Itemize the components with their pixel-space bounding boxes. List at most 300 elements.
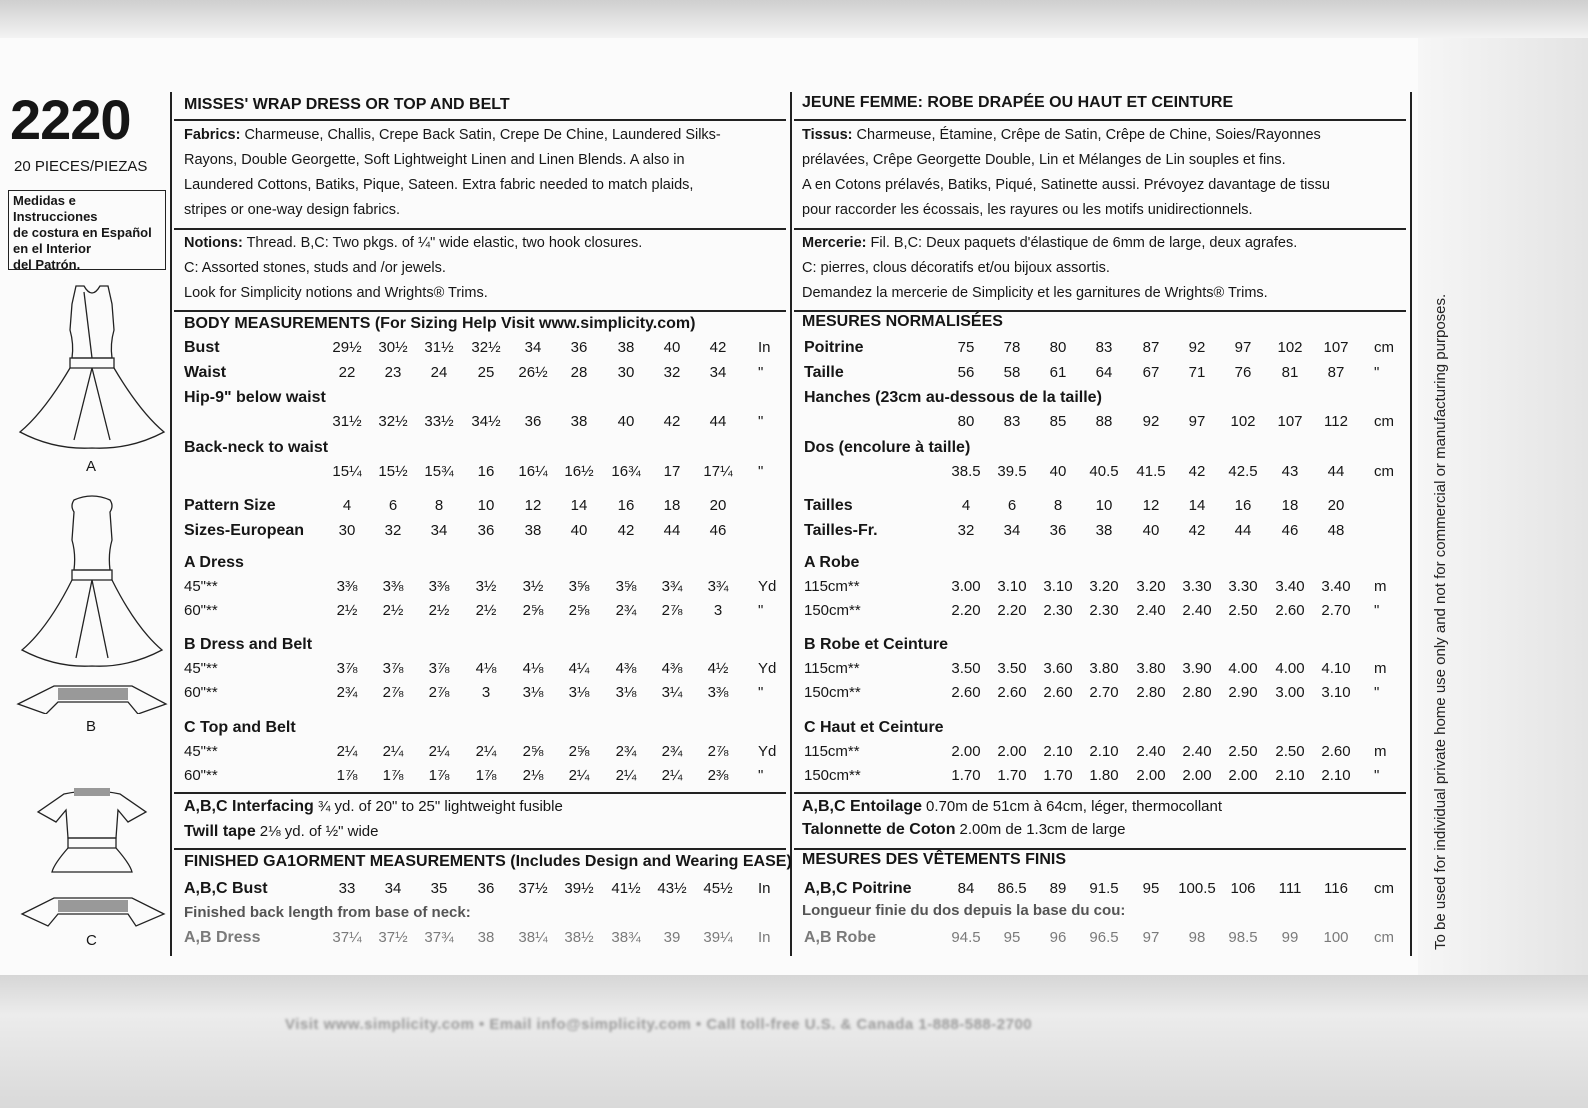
size-value: 83 bbox=[1003, 413, 1021, 430]
size-value: 25 bbox=[477, 364, 495, 381]
size-value: 3.50 bbox=[951, 660, 981, 677]
size-value: 34 bbox=[430, 522, 448, 539]
divider bbox=[794, 792, 1406, 794]
size-value: 2.40 bbox=[1136, 602, 1166, 619]
size-value: 2.70 bbox=[1089, 684, 1119, 701]
size-value: 3.10 bbox=[997, 578, 1027, 595]
private-use-note: To be used for individual private home use only and not for commercial or manufacturing purposes. bbox=[1432, 293, 1449, 950]
size-value: 42 bbox=[1188, 463, 1206, 480]
envelope-top-fold bbox=[0, 0, 1588, 38]
measurement-row bbox=[184, 602, 784, 626]
size-value: 45½ bbox=[703, 880, 733, 897]
unit-label: " bbox=[1374, 602, 1380, 619]
view-a-label: A bbox=[86, 458, 97, 475]
row-label: 45"** bbox=[184, 578, 218, 595]
size-value: 8 bbox=[434, 497, 444, 514]
size-value: 2¼ bbox=[615, 767, 637, 784]
measurement-row bbox=[804, 578, 1404, 602]
size-value: 98.5 bbox=[1228, 929, 1258, 946]
unit-label: " bbox=[758, 364, 764, 381]
divider bbox=[174, 228, 786, 230]
unit-label: cm bbox=[1374, 413, 1394, 430]
row-label: 60"** bbox=[184, 602, 218, 619]
size-value: 4.00 bbox=[1275, 660, 1305, 677]
size-value: 18 bbox=[663, 497, 681, 514]
row-label: Poitrine bbox=[804, 339, 864, 356]
row-label: 150cm** bbox=[804, 684, 861, 701]
twill-label: Twill tape bbox=[184, 823, 256, 840]
size-value: 34 bbox=[1003, 522, 1021, 539]
size-value: 30½ bbox=[378, 339, 408, 356]
size-value: 2.10 bbox=[1321, 767, 1351, 784]
size-value: 4.10 bbox=[1321, 660, 1351, 677]
row-label: Tailles-Fr. bbox=[804, 522, 878, 539]
size-value: 95 bbox=[1142, 880, 1160, 897]
size-value: 40 bbox=[617, 413, 635, 430]
unit-label: Yd bbox=[758, 743, 777, 760]
size-value: 39.5 bbox=[997, 463, 1027, 480]
size-value: 2.70 bbox=[1321, 602, 1351, 619]
divider bbox=[794, 119, 1406, 121]
size-value: 2.10 bbox=[1089, 743, 1119, 760]
size-value: 32 bbox=[384, 522, 402, 539]
body-measurements-heading: MESURES NORMALISÉES bbox=[802, 313, 1003, 330]
size-value: 2¼ bbox=[382, 743, 404, 760]
size-value: 102 bbox=[1277, 339, 1303, 356]
size-value: 3⅜ bbox=[707, 684, 729, 701]
measurement-row bbox=[804, 463, 1404, 487]
size-value: 2¼ bbox=[568, 767, 590, 784]
size-value: 3.00 bbox=[951, 578, 981, 595]
measurement-row bbox=[804, 602, 1404, 626]
size-value: 41.5 bbox=[1136, 463, 1166, 480]
size-value: 22 bbox=[338, 364, 356, 381]
size-value: 3.80 bbox=[1089, 660, 1119, 677]
measurement-row bbox=[184, 522, 784, 546]
measurement-row bbox=[184, 364, 784, 388]
row-label: Waist bbox=[184, 364, 227, 381]
size-value: 38¼ bbox=[518, 929, 548, 946]
interfacing-text: ¾ yd. of 20" to 25" lightweight fusible bbox=[317, 798, 563, 815]
size-value: 44 bbox=[1234, 522, 1252, 539]
size-value: 40 bbox=[1049, 463, 1067, 480]
measurement-row bbox=[804, 684, 1404, 708]
size-value: 10 bbox=[1095, 497, 1113, 514]
size-value: 3⅛ bbox=[568, 684, 590, 701]
size-value: 34 bbox=[709, 364, 727, 381]
row-label: Sizes-European bbox=[184, 522, 305, 539]
size-value: 20 bbox=[1327, 497, 1345, 514]
size-value: 83 bbox=[1095, 339, 1113, 356]
size-value: 80 bbox=[1049, 339, 1067, 356]
view-b-label: B bbox=[86, 718, 97, 735]
pieces-count: 20 PIECES/PIEZAS bbox=[14, 158, 148, 175]
size-value: 76 bbox=[1234, 364, 1252, 381]
fabrics-line: Rayons, Double Georgette, Soft Lightweight Linen and Linen Blends. A also in bbox=[184, 152, 685, 168]
fabrics-line: Laundered Cottons, Batiks, Pique, Sateen. Extra fabric needed to match plaids, bbox=[184, 177, 694, 193]
french-fabrics bbox=[802, 123, 1402, 223]
unit-label: " bbox=[758, 684, 764, 701]
size-value: 32½ bbox=[378, 413, 408, 430]
size-value: 3.10 bbox=[1321, 684, 1351, 701]
size-value: 2¾ bbox=[661, 743, 683, 760]
view-c-top-illustration bbox=[14, 786, 170, 936]
unit-label: cm bbox=[1374, 929, 1394, 946]
size-value: 3.40 bbox=[1275, 578, 1305, 595]
size-value: 87 bbox=[1142, 339, 1160, 356]
size-value: 40 bbox=[570, 522, 588, 539]
unit-label: " bbox=[758, 463, 764, 480]
size-value: 20 bbox=[709, 497, 727, 514]
notions-line: C: Assorted stones, studs and /or jewels. bbox=[184, 260, 446, 276]
size-value: 3¼ bbox=[661, 684, 683, 701]
unit-label: " bbox=[1374, 767, 1380, 784]
measurement-row bbox=[184, 767, 784, 791]
body-measurements-heading: BODY MEASUREMENTS (For Sizing Help Visit www.simplicity.com) bbox=[184, 315, 696, 332]
notions-line: C: pierres, clous décoratifs et/ou bijoux assortis. bbox=[802, 260, 1110, 276]
size-value: 30 bbox=[338, 522, 356, 539]
size-value: 2.50 bbox=[1228, 743, 1258, 760]
size-value: 111 bbox=[1278, 880, 1302, 897]
size-value: 37½ bbox=[518, 880, 548, 897]
english-title: MISSES' WRAP DRESS OR TOP AND BELT bbox=[184, 96, 510, 113]
size-value: 75 bbox=[957, 339, 975, 356]
size-value: 39¼ bbox=[703, 929, 733, 946]
size-value: 33 bbox=[338, 880, 356, 897]
measurement-row bbox=[184, 463, 784, 487]
french-notions bbox=[802, 231, 1402, 306]
size-value: 3.20 bbox=[1136, 578, 1166, 595]
size-value: 2.50 bbox=[1275, 743, 1305, 760]
twill-text: 2⅛ yd. of ½" wide bbox=[259, 823, 379, 840]
size-value: 3⅜ bbox=[336, 578, 358, 595]
size-value: 17¼ bbox=[703, 463, 733, 480]
size-value: 42 bbox=[709, 339, 727, 356]
twill-row bbox=[184, 823, 378, 847]
size-value: 3.50 bbox=[997, 660, 1027, 677]
size-value: 3¾ bbox=[661, 578, 683, 595]
size-value: 38 bbox=[617, 339, 635, 356]
size-value: 2⅞ bbox=[707, 743, 729, 760]
twill-label: Talonnette de Coton bbox=[802, 821, 956, 838]
size-value: 38 bbox=[477, 929, 495, 946]
divider bbox=[174, 848, 786, 850]
size-value: 39½ bbox=[564, 880, 594, 897]
size-value: 2⅞ bbox=[428, 684, 450, 701]
size-value: 16¼ bbox=[518, 463, 548, 480]
divider bbox=[794, 310, 1406, 312]
size-value: 40.5 bbox=[1089, 463, 1119, 480]
size-value: 2.60 bbox=[997, 684, 1027, 701]
spanish-note-line: del Patrón. bbox=[13, 257, 81, 272]
size-value: 95 bbox=[1003, 929, 1021, 946]
size-value: 2½ bbox=[382, 602, 404, 619]
row-label: 45"** bbox=[184, 743, 218, 760]
fabrics-line: pour raccorder les écossais, les rayures ou les motifs unidirectionnels. bbox=[802, 202, 1253, 218]
size-value: 3⅝ bbox=[568, 578, 590, 595]
size-value: 3⅞ bbox=[336, 660, 358, 677]
size-value: 44 bbox=[709, 413, 727, 430]
size-value: 96.5 bbox=[1089, 929, 1119, 946]
size-value: 16 bbox=[477, 463, 495, 480]
size-value: 3⅛ bbox=[522, 684, 544, 701]
view-b-title: B Dress and Belt bbox=[184, 636, 313, 653]
notions-line: Thread. B,C: Two pkgs. of ¼" wide elastic, two hook closures. bbox=[246, 235, 643, 251]
size-value: 2.60 bbox=[951, 684, 981, 701]
measurement-row bbox=[184, 880, 784, 904]
size-value: 3⅞ bbox=[428, 660, 450, 677]
spanish-note-line: Medidas e Instrucciones bbox=[13, 193, 98, 224]
size-value: 4½ bbox=[707, 660, 729, 677]
size-value: 4⅛ bbox=[522, 660, 544, 677]
view-a-dress-illustration bbox=[14, 282, 170, 454]
size-value: 34 bbox=[524, 339, 542, 356]
fabrics-line: prélavées, Crêpe Georgette Double, Lin et Mélanges de Lin souples et fins. bbox=[802, 152, 1286, 168]
size-value: 1.70 bbox=[997, 767, 1027, 784]
size-value: 1.80 bbox=[1089, 767, 1119, 784]
size-value: 36 bbox=[477, 522, 495, 539]
right-divider bbox=[1410, 92, 1412, 956]
measurement-row bbox=[184, 339, 784, 363]
row-label: 45"** bbox=[184, 660, 218, 677]
size-value: 32 bbox=[663, 364, 681, 381]
size-value: 4⅛ bbox=[475, 660, 497, 677]
size-value: 15¾ bbox=[424, 463, 454, 480]
view-c-label: C bbox=[86, 932, 97, 949]
hip-label: Hip-9" below waist bbox=[184, 389, 326, 406]
size-value: 4 bbox=[961, 497, 971, 514]
size-value: 97 bbox=[1234, 339, 1252, 356]
size-value: 2.50 bbox=[1228, 602, 1258, 619]
size-value: 3.30 bbox=[1182, 578, 1212, 595]
size-value: 40 bbox=[663, 339, 681, 356]
size-value: 38 bbox=[1095, 522, 1113, 539]
size-value: 2⅝ bbox=[522, 602, 544, 619]
row-label: 115cm** bbox=[804, 660, 860, 677]
size-value: 87 bbox=[1327, 364, 1345, 381]
size-value: 37¼ bbox=[332, 929, 362, 946]
divider bbox=[794, 228, 1406, 230]
size-value: 92 bbox=[1188, 339, 1206, 356]
size-value: 2⅛ bbox=[522, 767, 544, 784]
size-value: 26½ bbox=[518, 364, 548, 381]
size-value: 3⅞ bbox=[382, 660, 404, 677]
hip-label: Hanches (23cm au-dessous de la taille) bbox=[804, 389, 1102, 406]
size-value: 38 bbox=[570, 413, 588, 430]
row-label: A,B Robe bbox=[804, 929, 876, 946]
size-value: 1⅞ bbox=[428, 767, 450, 784]
fabrics-label: Tissus: bbox=[802, 127, 853, 143]
size-value: 38¾ bbox=[611, 929, 641, 946]
unit-label: In bbox=[758, 339, 771, 356]
size-value: 1⅞ bbox=[336, 767, 358, 784]
size-value: 3.80 bbox=[1136, 660, 1166, 677]
measurement-row bbox=[804, 743, 1404, 767]
size-value: 31½ bbox=[424, 339, 454, 356]
size-value: 35 bbox=[430, 880, 448, 897]
row-label: 115cm** bbox=[804, 578, 860, 595]
size-value: 2½ bbox=[428, 602, 450, 619]
size-value: 2.60 bbox=[1321, 743, 1351, 760]
size-value: 100 bbox=[1323, 929, 1349, 946]
size-value: 2.60 bbox=[1043, 684, 1073, 701]
unit-label: Yd bbox=[758, 660, 777, 677]
size-value: 23 bbox=[384, 364, 402, 381]
size-value: 2.60 bbox=[1275, 602, 1305, 619]
divider bbox=[174, 792, 786, 794]
size-value: 4⅜ bbox=[615, 660, 637, 677]
measurement-row bbox=[184, 660, 784, 684]
measurement-row bbox=[804, 660, 1404, 684]
size-value: 86.5 bbox=[997, 880, 1027, 897]
size-value: 42.5 bbox=[1228, 463, 1258, 480]
size-value: 3.40 bbox=[1321, 578, 1351, 595]
measurement-row bbox=[184, 578, 784, 602]
size-value: 42 bbox=[1188, 522, 1206, 539]
size-value: 107 bbox=[1277, 413, 1303, 430]
notions-line: Fil. B,C: Deux paquets d'élastique de 6mm de large, deux agrafes. bbox=[870, 235, 1298, 251]
row-label: Taille bbox=[804, 364, 844, 381]
notions-label: Mercerie: bbox=[802, 235, 867, 251]
size-value: 94.5 bbox=[951, 929, 981, 946]
size-value: 2¼ bbox=[661, 767, 683, 784]
size-value: 85 bbox=[1049, 413, 1067, 430]
measurement-row bbox=[184, 743, 784, 767]
size-value: 78 bbox=[1003, 339, 1021, 356]
size-value: 2.00 bbox=[997, 743, 1027, 760]
size-value: 36 bbox=[1049, 522, 1067, 539]
row-label: Bust bbox=[184, 339, 220, 356]
size-value: 37½ bbox=[378, 929, 408, 946]
size-value: 3½ bbox=[475, 578, 497, 595]
divider bbox=[794, 848, 1406, 850]
english-notions bbox=[184, 231, 782, 306]
size-value: 2½ bbox=[475, 602, 497, 619]
size-value: 3⅜ bbox=[382, 578, 404, 595]
size-value: 2.30 bbox=[1089, 602, 1119, 619]
size-value: 36 bbox=[477, 880, 495, 897]
view-c-title: C Haut et Ceinture bbox=[804, 719, 944, 736]
size-value: 44 bbox=[1327, 463, 1345, 480]
size-value: 2¾ bbox=[336, 684, 358, 701]
view-b-dress-illustration bbox=[14, 492, 170, 714]
size-value: 56 bbox=[957, 364, 975, 381]
size-value: 3 bbox=[481, 684, 491, 701]
footer-contact: Visit www.simplicity.com • Email info@simplicity.com • Call toll-free U.S. & Canada 1-888-588-2700 bbox=[285, 1016, 1033, 1033]
size-value: 106 bbox=[1230, 880, 1256, 897]
left-divider bbox=[170, 92, 172, 956]
size-value: 34 bbox=[384, 880, 402, 897]
size-value: 12 bbox=[524, 497, 542, 514]
size-value: 14 bbox=[570, 497, 588, 514]
size-value: 3⅜ bbox=[428, 578, 450, 595]
size-value: 1⅞ bbox=[475, 767, 497, 784]
size-value: 91.5 bbox=[1089, 880, 1119, 897]
size-value: 107 bbox=[1323, 339, 1349, 356]
size-value: 3.00 bbox=[1275, 684, 1305, 701]
twill-row bbox=[802, 821, 1125, 845]
unit-label: In bbox=[758, 929, 771, 946]
size-value: 1.70 bbox=[951, 767, 981, 784]
size-value: 84 bbox=[957, 880, 975, 897]
interfacing-row bbox=[184, 798, 563, 822]
row-label: A,B,C Bust bbox=[184, 880, 268, 897]
size-value: 67 bbox=[1142, 364, 1160, 381]
size-value: 2.40 bbox=[1182, 743, 1212, 760]
size-value: 8 bbox=[1053, 497, 1063, 514]
size-value: 48 bbox=[1327, 522, 1345, 539]
size-value: 18 bbox=[1281, 497, 1299, 514]
size-value: 2⅝ bbox=[568, 743, 590, 760]
measurement-row bbox=[184, 684, 784, 708]
size-value: 44 bbox=[663, 522, 681, 539]
size-value: 61 bbox=[1049, 364, 1067, 381]
size-value: 42 bbox=[663, 413, 681, 430]
size-value: 81 bbox=[1281, 364, 1299, 381]
size-value: 46 bbox=[709, 522, 727, 539]
size-value: 96 bbox=[1049, 929, 1067, 946]
size-value: 2¼ bbox=[475, 743, 497, 760]
measurement-row bbox=[804, 880, 1404, 904]
size-value: 2⅞ bbox=[661, 602, 683, 619]
backneck-label: Back-neck to waist bbox=[184, 439, 329, 456]
size-value: 2.80 bbox=[1136, 684, 1166, 701]
size-value: 116 bbox=[1324, 880, 1348, 897]
size-value: 4¼ bbox=[568, 660, 590, 677]
interfacing-text: 0.70m de 51cm à 64cm, léger, thermocollant bbox=[926, 798, 1223, 815]
size-value: 43½ bbox=[657, 880, 687, 897]
size-value: 36 bbox=[524, 413, 542, 430]
size-value: 37¾ bbox=[424, 929, 454, 946]
size-value: 88 bbox=[1095, 413, 1113, 430]
interfacing-row bbox=[802, 798, 1222, 822]
size-value: 3.10 bbox=[1043, 578, 1073, 595]
measurement-row bbox=[184, 413, 784, 437]
size-value: 10 bbox=[477, 497, 495, 514]
size-value: 1⅞ bbox=[382, 767, 404, 784]
back-length-label: Finished back length from base of neck: bbox=[184, 904, 471, 921]
finished-heading: MESURES DES VÊTEMENTS FINIS bbox=[802, 851, 1067, 868]
size-value: 2¼ bbox=[428, 743, 450, 760]
size-value: 3¾ bbox=[707, 578, 729, 595]
divider bbox=[174, 310, 786, 312]
interfacing-label: A,B,C Interfacing bbox=[184, 798, 314, 815]
size-value: 16 bbox=[617, 497, 635, 514]
size-value: 99 bbox=[1281, 929, 1299, 946]
size-value: 2⅞ bbox=[382, 684, 404, 701]
size-value: 3.60 bbox=[1043, 660, 1073, 677]
size-value: 32½ bbox=[471, 339, 501, 356]
unit-label: Yd bbox=[758, 578, 777, 595]
size-value: 16 bbox=[1234, 497, 1252, 514]
unit-label: cm bbox=[1374, 463, 1394, 480]
pattern-number: 2220 bbox=[10, 88, 131, 151]
size-value: 3.90 bbox=[1182, 660, 1212, 677]
row-label: A,B,C Poitrine bbox=[804, 880, 912, 897]
size-value: 28 bbox=[570, 364, 588, 381]
size-value: 17 bbox=[663, 463, 681, 480]
size-value: 2¾ bbox=[615, 602, 637, 619]
size-value: 2.20 bbox=[951, 602, 981, 619]
size-value: 38.5 bbox=[951, 463, 981, 480]
fabrics-line: A en Cotons prélavés, Batiks, Piqué, Satinette aussi. Prévoyez davantage de tissu bbox=[802, 177, 1330, 193]
unit-label: " bbox=[758, 767, 764, 784]
size-value: 36 bbox=[570, 339, 588, 356]
size-value: 4 bbox=[342, 497, 352, 514]
interfacing-label: A,B,C Entoilage bbox=[802, 798, 923, 815]
unit-label: cm bbox=[1374, 880, 1394, 897]
unit-label: " bbox=[758, 602, 764, 619]
